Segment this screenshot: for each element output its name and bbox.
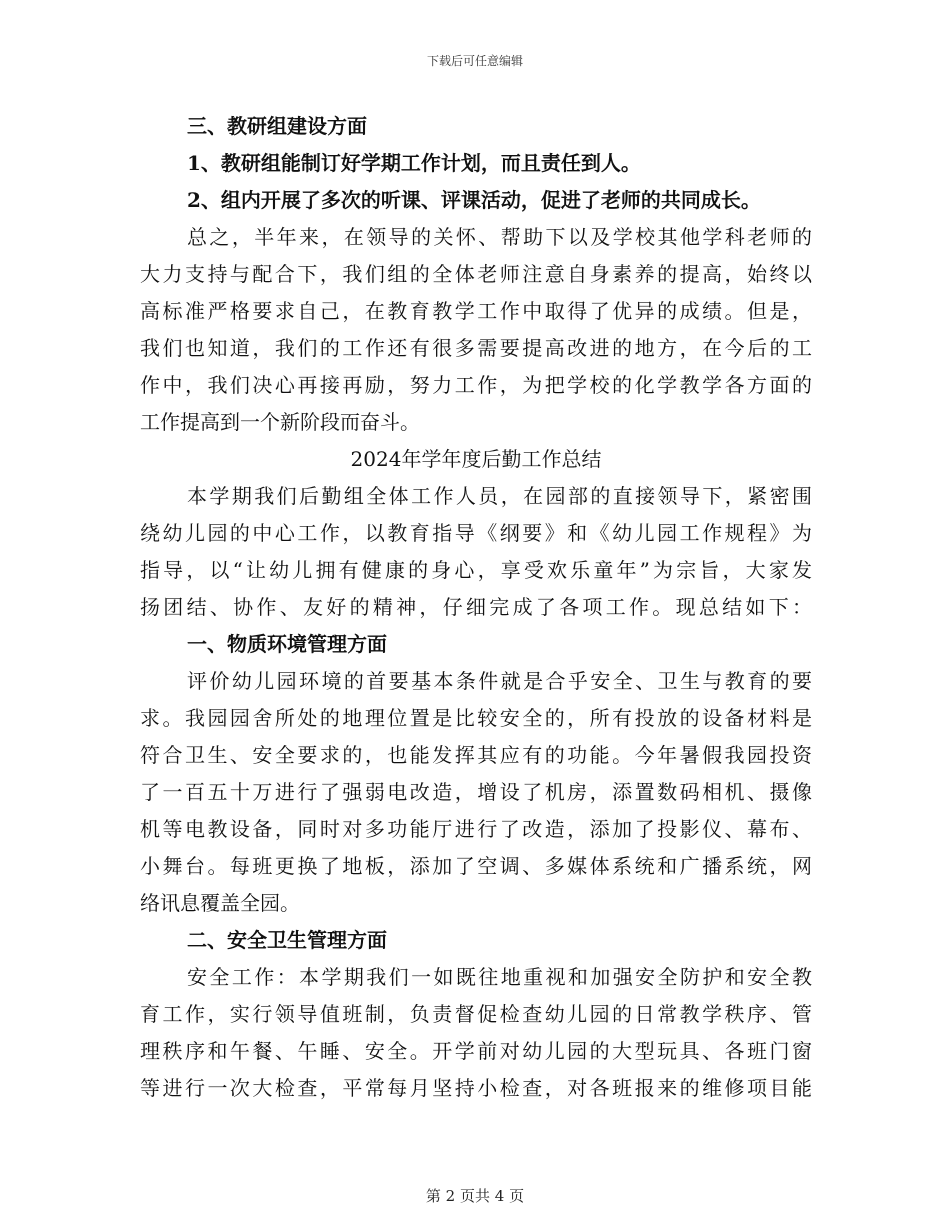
text-line: 二、安全卫生管理方面 xyxy=(187,928,387,952)
text-line: 符合卫生、安全要求的，也能发挥其应有的功能。今年暑假我园投资 xyxy=(140,743,812,767)
text-line: 安全工作：本学期我们一如既往地重视和加强安全防护和安全教 xyxy=(187,965,812,989)
text-line: 三、教研组建设方面 xyxy=(187,114,367,138)
text-line: 绕幼儿园的中心工作，以教育指导《纲要》和《幼儿园工作规程》为 xyxy=(140,521,812,545)
text-line: 我们也知道，我们的工作还有很多需要提高改进的地方，在今后的工 xyxy=(140,336,812,360)
text-line: 作中，我们决心再接再励，努力工作，为把学校的化学教学各方面的 xyxy=(140,373,812,397)
text-line: 高标准严格要求自己，在教育教学工作中取得了优异的成绩。但是， xyxy=(140,299,812,323)
section-title: 2024年学年度后勤工作总结 xyxy=(350,447,602,471)
page-footer: 第 2 页共 4 页 xyxy=(425,1187,525,1205)
text-line: 总之，半年来，在领导的关怀、帮助下以及学校其他学科老师的 xyxy=(187,225,812,249)
text-line: 大力支持与配合下，我们组的全体老师注意自身素养的提高，始终以 xyxy=(140,262,812,286)
text-line: 评价幼儿园环境的首要基本条件就是合乎安全、卫生与教育的要 xyxy=(187,669,812,693)
text-line: 小舞台。每班更换了地板，添加了空调、多媒体系统和广播系统，网 xyxy=(140,854,812,878)
document-body xyxy=(140,108,812,1107)
text-line: 育工作，实行领导值班制，负责督促检查幼儿园的日常教学秩序、管 xyxy=(140,1002,812,1026)
page-header: 下载后可任意编辑 xyxy=(426,54,523,68)
text-line: 扬团结、协作、友好的精神，仔细完成了各项工作。现总结如下： xyxy=(140,595,812,619)
text-line: 等进行一次大检查，平常每月坚持小检查，对各班报来的维修项目能 xyxy=(140,1076,812,1100)
text-line: 理秩序和午餐、午睡、安全。开学前对幼儿园的大型玩具、各班门窗 xyxy=(140,1039,812,1063)
text-line: 指导，以“让幼儿拥有健康的身心，享受欢乐童年”为宗旨，大家发 xyxy=(140,558,812,582)
text-line: 络讯息覆盖全园。 xyxy=(140,891,300,915)
text-line: 2、组内开展了多次的听课、评课活动，促进了老师的共同成长。 xyxy=(187,188,761,212)
text-line: 求。我园园舍所处的地理位置是比较安全的，所有投放的设备材料是 xyxy=(140,706,812,730)
text-line: 1、教研组能制订好学期工作计划，而且责任到人。 xyxy=(187,151,641,175)
text-line: 本学期我们后勤组全体工作人员，在园部的直接领导下，紧密围 xyxy=(187,484,812,508)
text-line: 工作提高到一个新阶段而奋斗。 xyxy=(140,410,420,434)
text-line: 了一百五十万进行了强弱电改造，增设了机房，添置数码相机、摄像 xyxy=(140,780,812,804)
text-line: 机等电教设备，同时对多功能厅进行了改造，添加了投影仪、幕布、 xyxy=(140,817,812,841)
text-line: 一、物质环境管理方面 xyxy=(187,632,387,656)
